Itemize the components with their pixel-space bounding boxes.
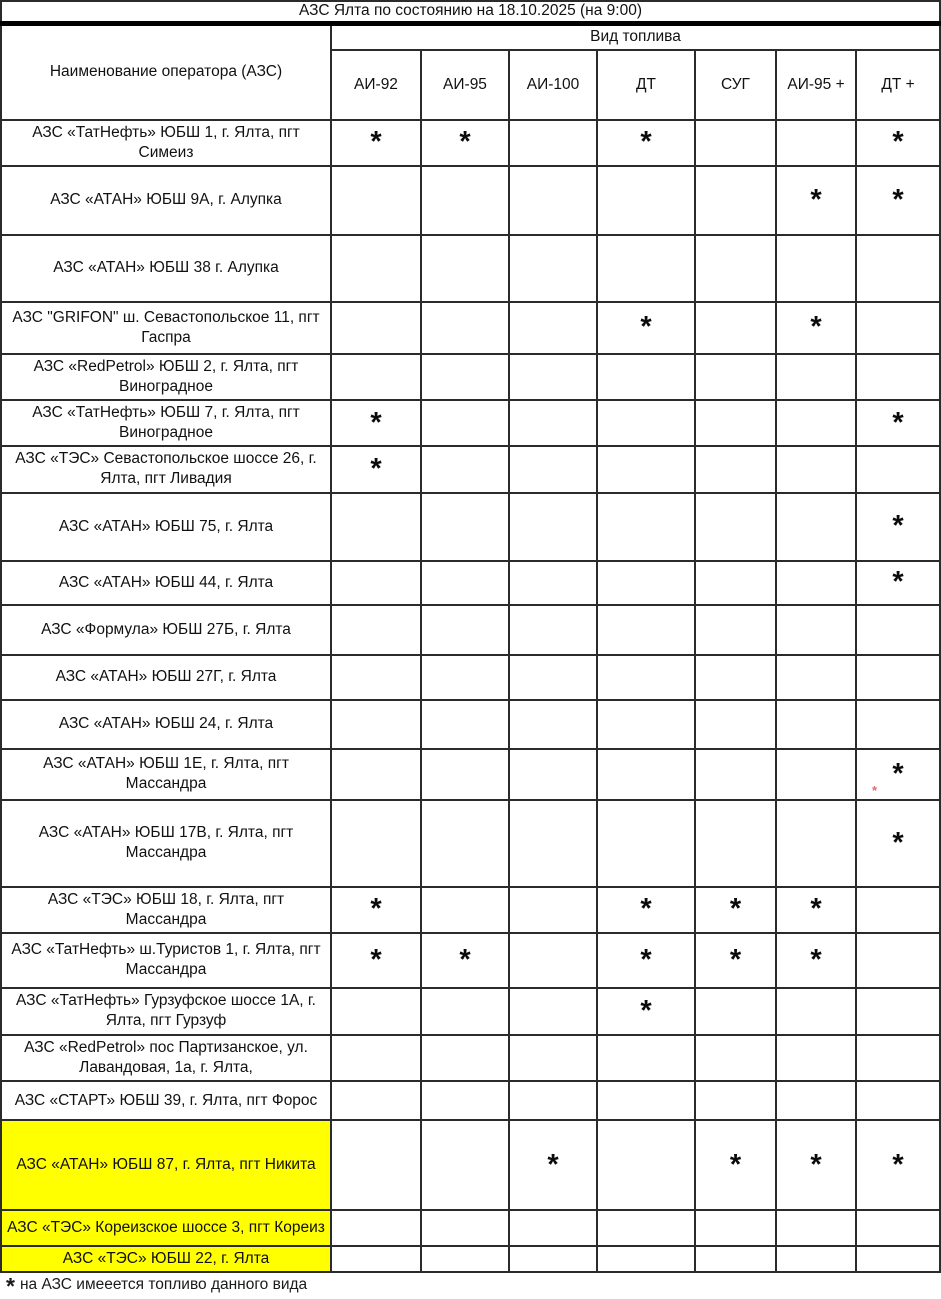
fuel-type-header: ДТ +	[856, 50, 940, 120]
fuel-availability-cell	[509, 561, 597, 605]
fuel-availability-cell	[421, 1246, 509, 1272]
table-row	[1, 166, 940, 235]
fuel-availability-cell	[331, 235, 421, 302]
table-row	[1, 887, 940, 933]
fuel-availability-cell	[331, 1035, 421, 1081]
fuel-availability-cell	[509, 235, 597, 302]
fuel-availability-cell	[421, 302, 509, 354]
fuel-availability-cell	[331, 749, 421, 800]
fuel-availability-cell	[695, 1210, 776, 1246]
fuel-availability-cell	[695, 561, 776, 605]
fuel-availability-cell	[331, 887, 421, 933]
availability-star: *	[729, 893, 742, 926]
station-name: АЗС «АТАН» ЮБШ 1Е, г. Ялта, пгт Массандра	[1, 749, 331, 800]
fuel-availability-cell	[421, 605, 509, 655]
fuel-availability-cell	[856, 302, 940, 354]
fuel-availability-cell	[597, 235, 695, 302]
station-name: АЗС «ТЭС» Кореизское шоссе 3, пгт Кореиз	[1, 1210, 331, 1246]
fuel-availability-cell	[597, 655, 695, 700]
fuel-availability-cell	[509, 800, 597, 887]
availability-star: *	[810, 183, 822, 216]
header-row-group	[1, 24, 940, 50]
table-row	[1, 655, 940, 700]
fuel-availability-cell	[695, 166, 776, 235]
availability-star: *	[370, 893, 382, 926]
station-name: АЗС «АТАН» ЮБШ 75, г. Ялта	[1, 493, 331, 561]
fuel-availability-cell	[509, 446, 597, 492]
table-row	[1, 800, 940, 887]
fuel-availability-cell	[776, 561, 856, 605]
fuel-availability-cell	[421, 988, 509, 1035]
table-row	[1, 493, 940, 561]
station-name: АЗС «RedPetrol» ЮБШ 2, г. Ялта, пгт Виноградное	[1, 354, 331, 400]
availability-star: *	[640, 311, 652, 344]
fuel-availability-cell	[776, 1246, 856, 1272]
fuel-availability-cell	[695, 400, 776, 446]
fuel-availability-cell	[597, 800, 695, 887]
fuel-availability-cell	[776, 1081, 856, 1120]
fuel-availability-cell	[776, 354, 856, 400]
fuel-availability-cell	[856, 354, 940, 400]
fuel-availability-cell	[776, 446, 856, 492]
table-row	[1, 1081, 940, 1120]
fuel-availability-cell	[421, 354, 509, 400]
fuel-availability-cell	[776, 749, 856, 800]
fuel-availability-cell	[776, 700, 856, 749]
fuel-availability-cell	[597, 933, 695, 988]
station-name: АЗС «АТАН» ЮБШ 9А, г. Алупка	[1, 166, 331, 235]
fuel-availability-cell	[331, 446, 421, 492]
fuel-availability-cell	[597, 988, 695, 1035]
station-name: АЗС «АТАН» ЮБШ 87, г. Ялта, пгт Никита	[1, 1120, 331, 1210]
fuel-availability-cell	[776, 400, 856, 446]
fuel-availability-cell	[695, 235, 776, 302]
fuel-availability-cell	[331, 605, 421, 655]
station-name: АЗС «ТатНефть» Гурзуфское шоссе 1А, г. Ялта, пгт Гурзуф	[1, 988, 331, 1035]
fuel-availability-cell	[776, 800, 856, 887]
fuel-availability-cell	[597, 1210, 695, 1246]
fuel-availability-cell	[597, 446, 695, 492]
availability-star: *	[370, 943, 382, 976]
footnote	[0, 1273, 939, 1297]
fuel-availability-cell	[856, 800, 940, 887]
fuel-availability-cell	[856, 493, 940, 561]
station-name: АЗС «АТАН» ЮБШ 17В, г. Ялта, пгт Массандра	[1, 800, 331, 887]
fuel-availability-cell	[331, 655, 421, 700]
fuel-availability-cell	[421, 235, 509, 302]
fuel-type-header: АИ-95 +	[776, 50, 856, 120]
station-name: АЗС «СТАРТ» ЮБШ 39, г. Ялта, пгт Форос	[1, 1081, 331, 1120]
fuel-availability-cell	[331, 1120, 421, 1210]
availability-star: *	[370, 126, 382, 159]
fuel-availability-cell	[597, 749, 695, 800]
station-name: АЗС «Формула» ЮБШ 27Б, г. Ялта	[1, 605, 331, 655]
fuel-availability-cell	[856, 1246, 940, 1272]
fuel-availability-cell	[331, 700, 421, 749]
fuel-availability-cell	[856, 655, 940, 700]
availability-star: *	[547, 1148, 559, 1181]
fuel-type-header: ДТ	[597, 50, 695, 120]
table-row	[1, 988, 940, 1035]
fuel-availability-cell	[509, 749, 597, 800]
fuel-availability-cell	[331, 933, 421, 988]
availability-star: *	[640, 126, 652, 159]
fuel-availability-cell	[597, 561, 695, 605]
fuel-availability-cell	[695, 1035, 776, 1081]
fuel-availability-cell	[776, 302, 856, 354]
fuel-availability-cell	[856, 166, 940, 235]
fuel-availability-cell	[776, 235, 856, 302]
fuel-availability-cell	[331, 493, 421, 561]
fuel-availability-cell	[597, 1120, 695, 1210]
fuel-availability-cell	[331, 561, 421, 605]
fuel-availability-cell	[509, 933, 597, 988]
fuel-availability-cell	[856, 887, 940, 933]
fuel-availability-cell	[776, 1120, 856, 1210]
footnote-text: на АЗС имееется топливо данного вида	[19, 1276, 308, 1294]
availability-star: *	[810, 311, 822, 344]
title-row	[1, 1, 940, 24]
fuel-availability-cell	[509, 700, 597, 749]
fuel-availability-cell	[597, 887, 695, 933]
station-name: АЗС «ТатНефть» ЮБШ 1, г. Ялта, пгт Симеиз	[1, 120, 331, 166]
fuel-availability-cell	[509, 605, 597, 655]
station-name: АЗС «RedPetrol» пос Партизанское, ул. Лавандовая, 1а, г. Ялта,	[1, 1035, 331, 1081]
fuel-availability-cell	[695, 655, 776, 700]
fuel-availability-cell	[421, 120, 509, 166]
fuel-availability-cell	[776, 1035, 856, 1081]
fuel-availability-cell	[776, 605, 856, 655]
table-row	[1, 561, 940, 605]
table-row	[1, 700, 940, 749]
fuel-availability-cell	[856, 400, 940, 446]
fuel-availability-cell	[331, 302, 421, 354]
fuel-availability-cell	[776, 493, 856, 561]
asterisk-marker: *	[6, 1273, 15, 1299]
fuel-availability-cell	[856, 446, 940, 492]
fuel-availability-cell	[509, 493, 597, 561]
table-row	[1, 354, 940, 400]
table-row	[1, 400, 940, 446]
fuel-availability-cell	[597, 1246, 695, 1272]
availability-star: *	[892, 510, 904, 543]
fuel-availability-cell	[776, 655, 856, 700]
fuel-availability-cell	[776, 120, 856, 166]
fuel-availability-cell	[856, 1081, 940, 1120]
fuel-availability-cell	[421, 887, 509, 933]
fuel-availability-cell	[597, 1035, 695, 1081]
availability-star: *	[810, 943, 822, 976]
station-name: АЗС «АТАН» ЮБШ 24, г. Ялта	[1, 700, 331, 749]
fuel-availability-cell	[421, 166, 509, 235]
fuel-availability-cell	[331, 988, 421, 1035]
fuel-availability-cell	[597, 166, 695, 235]
fuel-availability-cell	[331, 1081, 421, 1120]
fuel-availability-cell	[421, 1210, 509, 1246]
table-row	[1, 1035, 940, 1081]
availability-star: *	[892, 566, 904, 599]
table-row	[1, 302, 940, 354]
table-row	[1, 120, 940, 166]
fuel-availability-cell	[597, 302, 695, 354]
table-row	[1, 1120, 940, 1210]
fuel-availability-cell	[597, 1081, 695, 1120]
availability-star: *	[370, 452, 382, 485]
availability-star: *	[892, 757, 904, 790]
fuel-availability-cell	[331, 1246, 421, 1272]
table-row	[1, 933, 940, 988]
station-name: АЗС «АТАН» ЮБШ 44, г. Ялта	[1, 561, 331, 605]
table-row	[1, 446, 940, 492]
fuel-availability-cell	[421, 493, 509, 561]
fuel-availability-cell	[695, 933, 776, 988]
availability-star: *	[892, 826, 904, 859]
fuel-availability-cell	[421, 446, 509, 492]
fuel-type-header: АИ-92	[331, 50, 421, 120]
fuel-availability-cell	[695, 302, 776, 354]
fuel-availability-cell	[695, 1246, 776, 1272]
fuel-availability-cell	[856, 1120, 940, 1210]
fuel-availability-cell	[695, 887, 776, 933]
fuel-availability-cell	[597, 400, 695, 446]
fuel-availability-cell	[421, 1081, 509, 1120]
fuel-availability-cell	[421, 800, 509, 887]
fuel-availability-cell	[509, 887, 597, 933]
table-title: АЗС Ялта по состоянию на 18.10.2025 (на 9:00)	[1, 1, 940, 24]
availability-star: *	[892, 126, 904, 159]
fuel-availability-cell	[509, 988, 597, 1035]
fuel-availability-cell	[695, 800, 776, 887]
fuel-availability-cell	[695, 1120, 776, 1210]
fuel-availability-cell	[421, 1120, 509, 1210]
table-row	[1, 605, 940, 655]
availability-star: *	[892, 1148, 904, 1181]
fuel-type-header: АИ-95	[421, 50, 509, 120]
fuel-availability-cell	[509, 655, 597, 700]
fuel-availability-cell	[695, 700, 776, 749]
red-asterisk-note: *	[872, 782, 878, 798]
station-name: АЗС «ТатНефть» ЮБШ 7, г. Ялта, пгт Виноградное	[1, 400, 331, 446]
fuel-availability-cell	[421, 1035, 509, 1081]
availability-star: *	[640, 994, 652, 1027]
fuel-availability-cell	[695, 354, 776, 400]
fuel-availability-cell	[421, 749, 509, 800]
table-row	[1, 1210, 940, 1246]
fuel-availability-cell	[509, 1035, 597, 1081]
fuel-availability-cell	[509, 354, 597, 400]
availability-star: *	[729, 943, 742, 976]
fuel-availability-cell	[776, 166, 856, 235]
table-row	[1, 749, 940, 800]
fuel-availability-cell	[421, 561, 509, 605]
availability-star: *	[640, 893, 652, 926]
fuel-availability-cell	[695, 605, 776, 655]
fuel-availability-cell	[776, 933, 856, 988]
availability-star: *	[640, 943, 652, 976]
availability-star: *	[810, 893, 822, 926]
availability-star: *	[370, 406, 382, 439]
fuel-availability-cell	[856, 1035, 940, 1081]
station-name: АЗС «АТАН» ЮБШ 27Г, г. Ялта	[1, 655, 331, 700]
fuel-availability-cell	[776, 887, 856, 933]
fuel-group-header: Вид топлива	[331, 24, 940, 50]
fuel-availability-cell	[509, 1210, 597, 1246]
fuel-availability-cell	[509, 1120, 597, 1210]
fuel-availability-cell	[509, 302, 597, 354]
fuel-availability-cell	[856, 933, 940, 988]
fuel-availability-cell	[421, 655, 509, 700]
station-name: АЗС «ТЭС» ЮБШ 18, г. Ялта, пгт Массандра	[1, 887, 331, 933]
fuel-availability-cell	[776, 1210, 856, 1246]
table-row	[1, 1246, 940, 1272]
fuel-availability-cell	[509, 166, 597, 235]
fuel-availability-cell	[597, 354, 695, 400]
fuel-availability-cell	[695, 1081, 776, 1120]
fuel-availability-cell	[597, 120, 695, 166]
availability-star: *	[459, 943, 471, 976]
fuel-type-header: АИ-100	[509, 50, 597, 120]
fuel-availability-cell	[331, 800, 421, 887]
fuel-availability-cell	[331, 120, 421, 166]
fuel-availability-cell	[856, 1210, 940, 1246]
station-name: АЗС «АТАН» ЮБШ 38 г. Алупка	[1, 235, 331, 302]
fuel-availability-cell	[695, 988, 776, 1035]
fuel-availability-cell	[695, 446, 776, 492]
fuel-availability-cell	[421, 400, 509, 446]
fuel-availability-cell	[331, 166, 421, 235]
fuel-type-header: СУГ	[695, 50, 776, 120]
fuel-availability-cell	[509, 400, 597, 446]
fuel-availability-cell	[856, 120, 940, 166]
fuel-availability-cell	[695, 749, 776, 800]
availability-star: *	[892, 183, 904, 216]
fuel-availability-cell	[695, 493, 776, 561]
fuel-availability-cell	[421, 700, 509, 749]
fuel-availability-cell	[597, 700, 695, 749]
fuel-availability-cell	[856, 700, 940, 749]
fuel-availability-cell	[856, 988, 940, 1035]
station-name: АЗС "GRIFON" ш. Севастопольское 11, пгт Гаспра	[1, 302, 331, 354]
availability-star: *	[810, 1148, 822, 1181]
fuel-availability-cell	[856, 605, 940, 655]
station-name: АЗС «ТЭС» ЮБШ 22, г. Ялта	[1, 1246, 331, 1272]
fuel-availability-cell	[331, 354, 421, 400]
fuel-availability-cell	[509, 1246, 597, 1272]
fuel-availability-cell	[509, 1081, 597, 1120]
fuel-availability-cell	[856, 749, 940, 800]
fuel-availability-cell	[597, 493, 695, 561]
availability-star: *	[729, 1148, 742, 1181]
table-row	[1, 235, 940, 302]
fuel-availability-cell	[421, 933, 509, 988]
station-name: АЗС «ТЭС» Севастопольское шоссе 26, г. Ялта, пгт Ливадия	[1, 446, 331, 492]
fuel-availability-cell	[331, 400, 421, 446]
operator-column-header: Наименование оператора (АЗС)	[1, 24, 331, 120]
fuel-availability-cell	[509, 120, 597, 166]
fuel-availability-cell	[856, 235, 940, 302]
fuel-availability-cell	[856, 561, 940, 605]
fuel-availability-cell	[695, 120, 776, 166]
fuel-availability-cell	[597, 605, 695, 655]
station-name: АЗС «ТатНефть» ш.Туристов 1, г. Ялта, пгт Массандра	[1, 933, 331, 988]
availability-star: *	[459, 126, 471, 159]
availability-star: *	[892, 406, 904, 439]
fuel-availability-cell	[331, 1210, 421, 1246]
fuel-availability-cell	[776, 988, 856, 1035]
